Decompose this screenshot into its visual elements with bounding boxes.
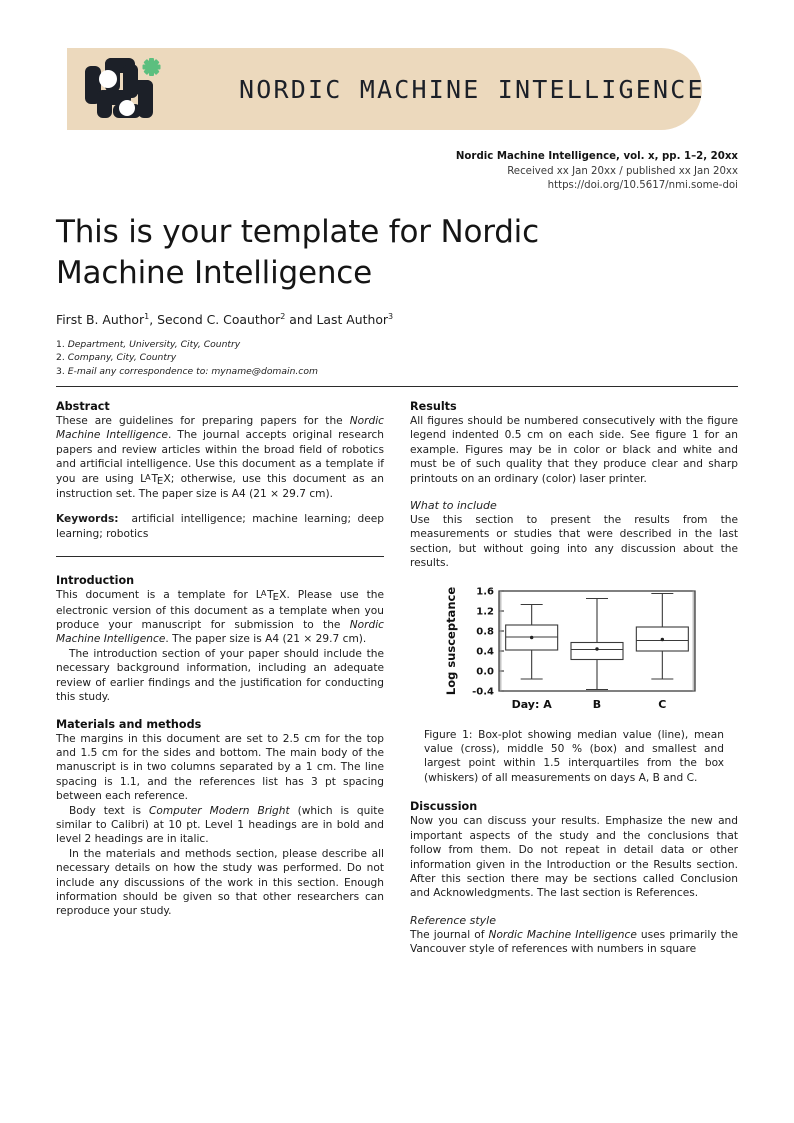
x-tick-label: B [592, 697, 602, 711]
intro-journal-name: Nordic Machine Intelligence [56, 619, 384, 646]
journal-logo [67, 48, 187, 130]
x-tick-label: C [658, 697, 667, 711]
page-title [56, 212, 576, 294]
author-sep-1: , [149, 312, 158, 328]
keywords-label: Keywords: [56, 513, 119, 526]
affiliation-number: 3. [56, 365, 65, 377]
refstyle-journal-name: Nordic Machine Intelligence [488, 928, 637, 941]
refstyle-text-b: uses primarily the Vancouver style of references with numbers in square [410, 928, 738, 956]
affiliation-number: 1. [56, 339, 65, 351]
subsection-heading-what-to-include: What to include [410, 499, 497, 513]
title-block [56, 212, 576, 378]
what-to-include-paragraph: Use this section to present the results from the measurements or studies that were described in the last section, but without going into any discussion about the results. [410, 514, 738, 570]
methods-font-name: Computer Modern Bright [148, 804, 290, 817]
author-list [56, 312, 576, 327]
right-column [410, 400, 738, 957]
left-column [56, 400, 384, 957]
introduction-paragraph-2: The introduction section of your paper should include the necessary background information, including an adequate review of earlier findings and the justification for conducting this study. [56, 647, 384, 704]
abstract-divider [56, 556, 384, 557]
author-2: Second C. Coauthor [157, 312, 281, 328]
y-tick-label: 0.8 [476, 626, 494, 638]
meta-dates: Received xx Jan 20xx / published xx Jan 20xx [507, 165, 738, 177]
y-axis-label: Log susceptance [444, 586, 458, 695]
reference-style-paragraph [410, 928, 738, 957]
title-line-1: This is your template for Nordic [56, 214, 539, 250]
affiliation-text: Company, City, Country [67, 352, 177, 364]
affiliation-item [56, 351, 576, 364]
affiliation-item [56, 338, 576, 351]
figure-1-image [410, 585, 738, 717]
methods-paragraph-3: In the materials and methods section, please describe all necessary details on how the study was performed. Do not include any discussions of the work in this section. Enough information should be given so that other researchers can reproduce your study. [56, 847, 384, 918]
y-tick-label: 1.6 [476, 586, 494, 598]
affiliation-text: E-mail any correspondence to: myname@domain.com [67, 365, 318, 377]
refstyle-text-a: The journal of [410, 928, 489, 941]
y-tick-label: 0.4 [476, 646, 494, 658]
introduction-paragraph-1 [56, 588, 384, 647]
author-sep-2: and [285, 312, 317, 328]
methods-text-a: Body text is [69, 804, 149, 817]
meta-doi[interactable]: https://doi.org/10.5617/nmi.some-doi [547, 180, 738, 192]
affiliation-text: Department, University, City, Country [67, 339, 241, 351]
keywords-text: artificial intelligence; machine learning; deep learning; robotics [56, 513, 384, 540]
subsection-heading-reference-style: Reference style [410, 913, 497, 927]
header-divider [56, 386, 738, 387]
abstract-text-a: These are guidelines for preparing papers for the [56, 415, 350, 427]
title-line-2: Machine Intelligence [56, 255, 372, 291]
journal-meta [456, 150, 738, 194]
section-heading-results: Results [410, 400, 457, 413]
methods-text-b: (which is quite similar to Calibri) at 10 pt. Level 1 headings are in bold and level 2 headings are in italic. [56, 804, 384, 846]
affiliation-number: 2. [56, 352, 65, 364]
nmi-logo-icon [83, 58, 171, 120]
journal-banner [67, 48, 705, 130]
intro-text-b: . Please use the electronic version of this document as a template when you produce your manuscript for submission to the [56, 589, 384, 632]
figure-1 [410, 585, 738, 786]
latex-logo: LATEX [255, 589, 287, 604]
banner-title: NORDIC MACHINE INTELLIGENCE [239, 74, 705, 104]
content-columns [56, 400, 738, 957]
abstract-journal-name: Nordic Machine Intelligence [56, 415, 384, 442]
x-axis-labels [512, 698, 667, 711]
intro-text-a: This document is a template for [56, 589, 256, 602]
results-paragraph-1: All figures should be numbered consecutively with the figure legend indented 0.5 cm on each side. See figure 1 for an example. Figures may be in color or black and white and must be of such quality that they produce clear and sharp printouts on an ordinary (color) laser printer. [410, 415, 738, 485]
figure-1-caption: Figure 1: Box-plot showing median value (line), mean value (cross), middle 50 % (box) and smallest and largest point within 1.5 interquartiles from the box (whiskers) of all measurements on days A, B and C. [424, 728, 724, 784]
y-tick-label: 1.2 [476, 606, 494, 618]
discussion-paragraph-1: Now you can discuss your results. Emphasize the new and important aspects of the study and the conclusions that follow from them. Do not repeat in detail data or other information given in the Introduction or the Results section. After this section there may be sections called Conclusion and Acknowledgments. The last section is References. [410, 815, 738, 900]
intro-text-c: . The paper size is A4 (21 × 29.7 cm). [165, 633, 367, 646]
y-tick-label: 0.0 [476, 666, 494, 678]
author-1-affil-marker: 1 [144, 312, 150, 321]
green-star-icon [143, 58, 161, 76]
affiliation-item [56, 365, 576, 378]
author-1: First B. Author [56, 312, 145, 328]
author-3-affil-marker: 3 [388, 312, 394, 321]
boxplot-chart [439, 585, 709, 717]
y-tick-label: -0.4 [472, 686, 494, 698]
abstract-text-c: ; otherwise, use this document as an instruction set. The paper size is A4 (21 × 29.7 cm). [56, 472, 384, 501]
section-heading-introduction: Introduction [56, 574, 135, 588]
latex-logo: LATEX [140, 472, 171, 487]
section-heading-discussion: Discussion [410, 800, 478, 814]
affiliation-list [56, 338, 576, 378]
x-tick-label: Day: A [511, 697, 552, 711]
keywords-paragraph [56, 512, 384, 541]
methods-paragraph-1: The margins in this document are set to 2.5 cm for the top and 1.5 cm for the sides and bottom. The main body of the manuscript is in two columns separated by a 1 cm. The line spacing is 1.1, and the references list has 3 pt spacing between each reference. [56, 732, 384, 803]
abstract-text-b: . The journal accepts original research papers and review articles within the broad field of robotics and artificial intelligence. Use this document as a template if you are using [56, 429, 384, 485]
abstract-paragraph [56, 414, 384, 501]
section-heading-abstract: Abstract [56, 400, 110, 413]
methods-paragraph-2 [56, 804, 384, 847]
section-heading-materials-and-methods: Materials and methods [56, 717, 202, 731]
author-2-affil-marker: 2 [280, 312, 286, 321]
meta-citation: Nordic Machine Intelligence, vol. x, pp. 1–2, 20xx [455, 151, 738, 162]
author-3: Last Author [316, 312, 388, 328]
